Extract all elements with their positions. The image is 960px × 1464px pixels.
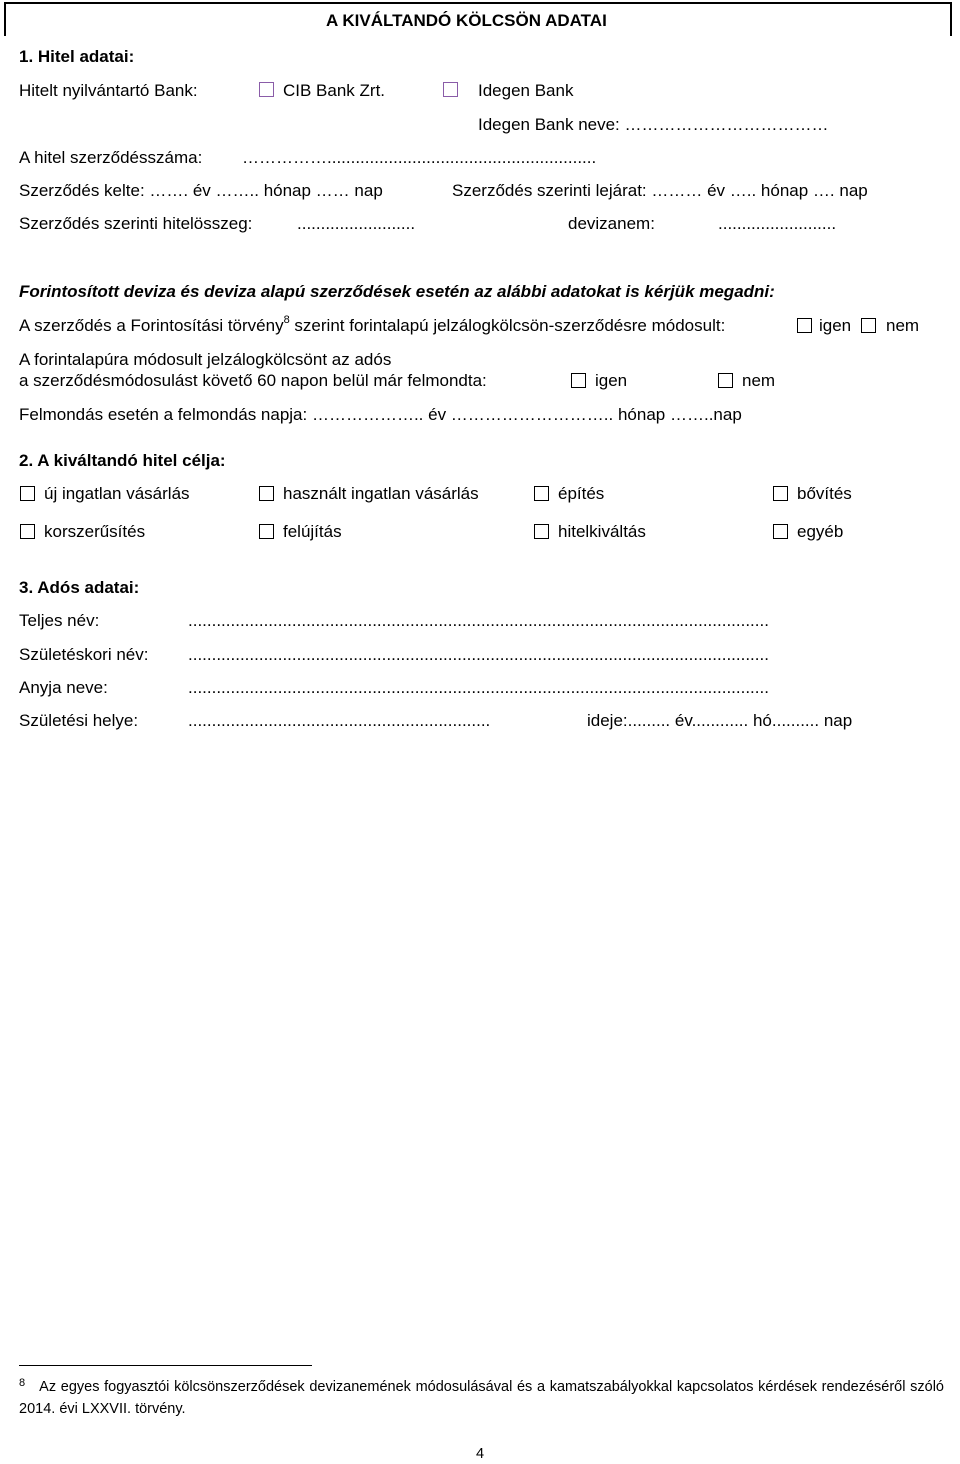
foreign-bank-name-field[interactable]: Idegen Bank neve: ……………………………… bbox=[478, 115, 829, 134]
purpose-used-property-checkbox[interactable] bbox=[259, 486, 274, 501]
foreign-bank-label: Idegen Bank bbox=[478, 81, 574, 100]
birth-place-label: Születési helye: bbox=[19, 711, 139, 730]
birth-name-label: Születéskori név: bbox=[19, 645, 149, 664]
footnote-divider bbox=[19, 1365, 312, 1366]
purpose-refinancing-label: hitelkiváltás bbox=[558, 522, 646, 541]
footnote bbox=[19, 1376, 944, 1420]
purpose-new-property-checkbox[interactable] bbox=[20, 486, 35, 501]
fx-q1-no-checkbox[interactable] bbox=[861, 318, 876, 333]
loan-amount-label: Szerződés szerinti hitelösszeg: bbox=[19, 214, 253, 233]
purpose-construction-checkbox[interactable] bbox=[534, 486, 549, 501]
termination-date-field[interactable]: Felmondás esetén a felmondás napja: ……………….. év ……………………….. hónap ……..nap bbox=[19, 405, 742, 424]
footnote-text: Az egyes fogyasztói kölcsönszerződések devizanemének módosulásával és a kamatszabályokkal kapcsolatos kérdések rendezéséről szóló 2014. évi LXXVII. törvény. bbox=[19, 1379, 944, 1417]
full-name-label: Teljes név: bbox=[19, 611, 100, 630]
fx-q1-no-label: nem bbox=[886, 316, 920, 335]
full-name-field[interactable]: ........................................................................................................................... bbox=[188, 611, 769, 630]
page-title: A KIVÁLTANDÓ KÖLCSÖN ADATAI bbox=[326, 11, 607, 30]
fx-question-1 bbox=[19, 316, 725, 336]
cib-bank-label: CIB Bank Zrt. bbox=[283, 81, 386, 100]
bank-label: Hitelt nyilvántartó Bank: bbox=[19, 81, 198, 100]
purpose-used-property-label: használt ingatlan vásárlás bbox=[283, 484, 479, 503]
contract-number-field[interactable]: ……………......................................................... bbox=[242, 148, 597, 167]
footnote-ref: 8 bbox=[283, 314, 290, 326]
title-box bbox=[4, 2, 952, 36]
mother-name-label: Anyja neve: bbox=[19, 678, 108, 697]
purpose-refinancing-checkbox[interactable] bbox=[534, 524, 549, 539]
mother-name-field[interactable]: ........................................................................................................................... bbox=[188, 678, 769, 697]
section3-heading: 3. Adós adatai: bbox=[19, 578, 140, 597]
birth-place-field[interactable]: ................................................................ bbox=[188, 711, 491, 730]
cib-bank-checkbox[interactable] bbox=[259, 82, 274, 97]
fx-q2-yes-label: igen bbox=[595, 371, 628, 390]
purpose-modernization-label: korszerűsítés bbox=[44, 522, 146, 541]
purpose-renovation-label: felújítás bbox=[283, 522, 342, 541]
purpose-other-label: egyéb bbox=[797, 522, 844, 541]
fx-q2-line1: A forintalapúra módosult jelzálogkölcsönt az adós bbox=[19, 350, 392, 369]
contract-number-label: A hitel szerződésszáma: bbox=[19, 148, 203, 167]
purpose-renovation-checkbox[interactable] bbox=[259, 524, 274, 539]
fx-heading: Forintosított deviza és deviza alapú szerződések esetén az alábbi adatokat is kérjük megadni: bbox=[19, 282, 775, 301]
purpose-other-checkbox[interactable] bbox=[773, 524, 788, 539]
purpose-new-property-label: új ingatlan vásárlás bbox=[44, 484, 190, 503]
foreign-bank-checkbox[interactable] bbox=[443, 82, 458, 97]
contract-date-field[interactable]: Szerződés kelte: ……. év …….. hónap …… nap bbox=[19, 181, 383, 200]
currency-field[interactable]: ......................... bbox=[718, 214, 837, 233]
birth-name-field[interactable]: ........................................................................................................................... bbox=[188, 645, 769, 664]
fx-q1-yes-label: igen bbox=[819, 316, 852, 335]
page-number: 4 bbox=[476, 1446, 485, 1462]
purpose-extension-label: bővítés bbox=[797, 484, 852, 503]
section1-heading: 1. Hitel adatai: bbox=[19, 47, 135, 66]
birth-date-field[interactable]: ideje:......... év............ hó.......... nap bbox=[587, 711, 853, 730]
fx-q2-yes-checkbox[interactable] bbox=[571, 373, 586, 388]
fx-q2-line2: a szerződésmódosulást követő 60 napon belül már felmondta: bbox=[19, 371, 487, 390]
section2-heading: 2. A kiváltandó hitel célja: bbox=[19, 451, 226, 470]
maturity-field[interactable]: Szerződés szerinti lejárat: ……… év ….. hónap …. nap bbox=[452, 181, 868, 200]
purpose-modernization-checkbox[interactable] bbox=[20, 524, 35, 539]
fx-q2-no-checkbox[interactable] bbox=[718, 373, 733, 388]
loan-amount-field[interactable]: ......................... bbox=[297, 214, 416, 233]
purpose-extension-checkbox[interactable] bbox=[773, 486, 788, 501]
fx-q1-yes-checkbox[interactable] bbox=[797, 318, 812, 333]
footnote-number: 8 bbox=[19, 1377, 26, 1389]
purpose-construction-label: építés bbox=[558, 484, 605, 503]
fx-q1-text-b: szerint forintalapú jelzálogkölcsön-szerződésre módosult: bbox=[294, 316, 726, 335]
currency-label: devizanem: bbox=[568, 214, 655, 233]
fx-q2-no-label: nem bbox=[742, 371, 776, 390]
fx-q1-text-a: A szerződés a Forintosítási törvény bbox=[19, 316, 284, 335]
